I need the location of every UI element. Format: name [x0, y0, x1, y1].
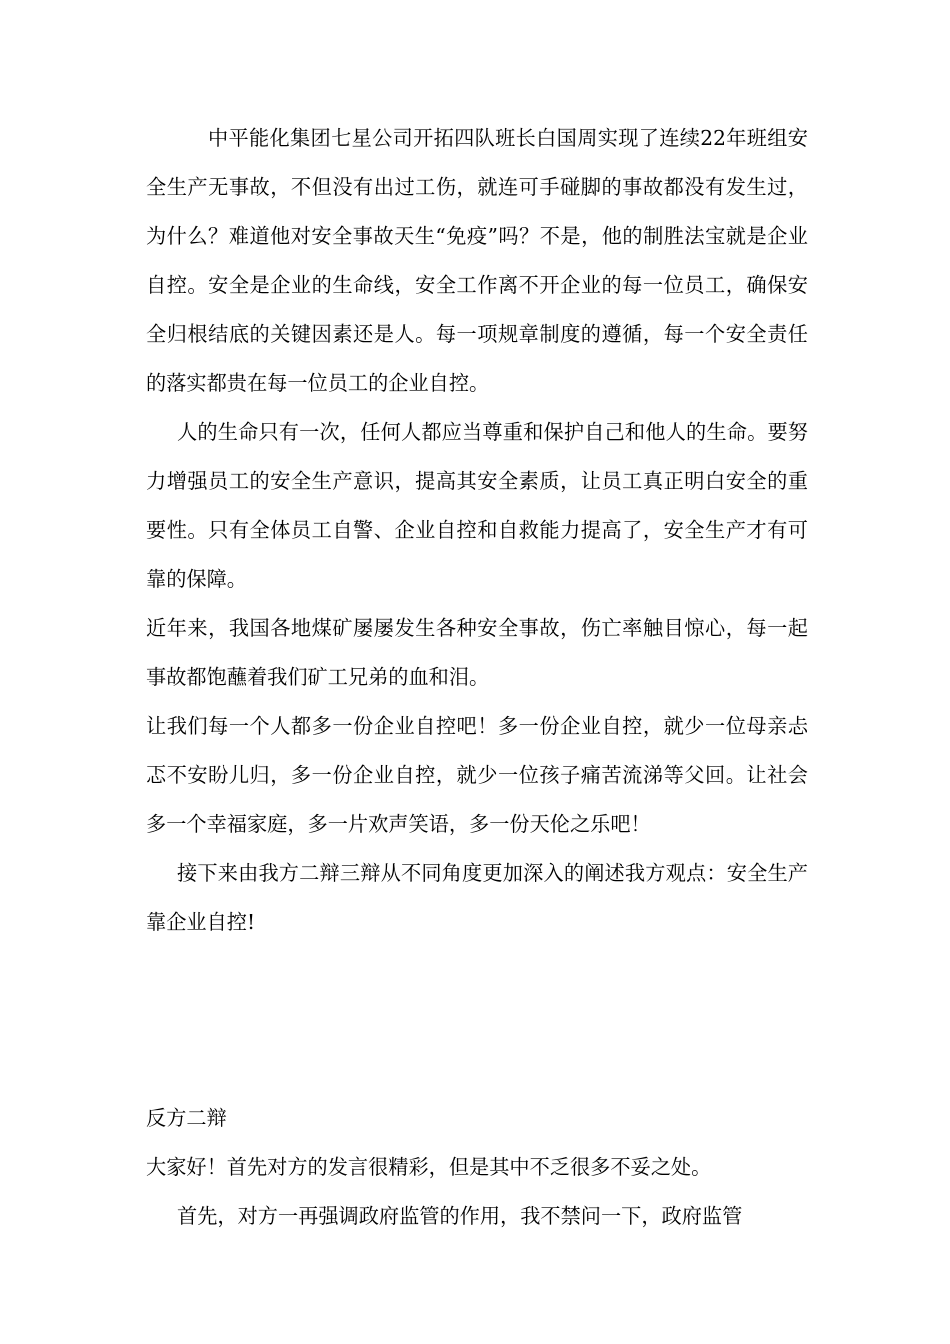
document-body: [146, 114, 808, 1241]
paragraph-2: 人的生命只有一次，任何人都应当尊重和保护自己和他人的生命。要努力增强员工的安全生产意识，提高其安全素质，让员工真正明白安全的重要性。只有全体员工自警、企业自控和自救能力提高了，安全生产才有可靠的保障。: [146, 420, 808, 591]
section-heading: 反方二辩: [146, 1106, 227, 1130]
section-paragraph-2: 首先，对方一再强调政府监管的作用，我不禁问一下，政府监管: [177, 1204, 743, 1228]
paragraph-5: 接下来由我方二辩三辩从不同角度更加深入的阐述我方观点：安全生产靠企业自控!: [146, 861, 808, 934]
paragraph-1: 中平能化集团七星公司开拓四队班长白国周实现了连续22年班组安全生产无事故，不但没有出过工伤，就连可手碰脚的事故都没有发生过，为什么？难道他对安全事故天生“免疫”吗？不是，他的制胜法宝就是企业自控。安全是企业的生命线，安全工作离不开企业的每一位员工，确保安全归根结底的关键因素还是人。每一项规章制度的遵循，每一个安全责任的落实都贵在每一位员工的企业自控。: [146, 126, 808, 395]
paragraph-3: 近年来，我国各地煤矿屡屡发生各种安全事故，伤亡率触目惊心，每一起事故都饱蘸着我们矿工兄弟的血和泪。: [146, 616, 808, 689]
blank-space: [146, 947, 808, 1094]
section-paragraph-1: 大家好！首先对方的发言很精彩，但是其中不乏很多不妥之处。: [146, 1155, 712, 1179]
paragraph-4: 让我们每一个人都多一份企业自控吧！多一份企业自控，就少一位母亲忐忑不安盼儿归，多一份企业自控，就少一位孩子痛苦流涕等父回。让社会多一个幸福家庭，多一片欢声笑语，多一份天伦之乐吧！: [146, 714, 808, 836]
